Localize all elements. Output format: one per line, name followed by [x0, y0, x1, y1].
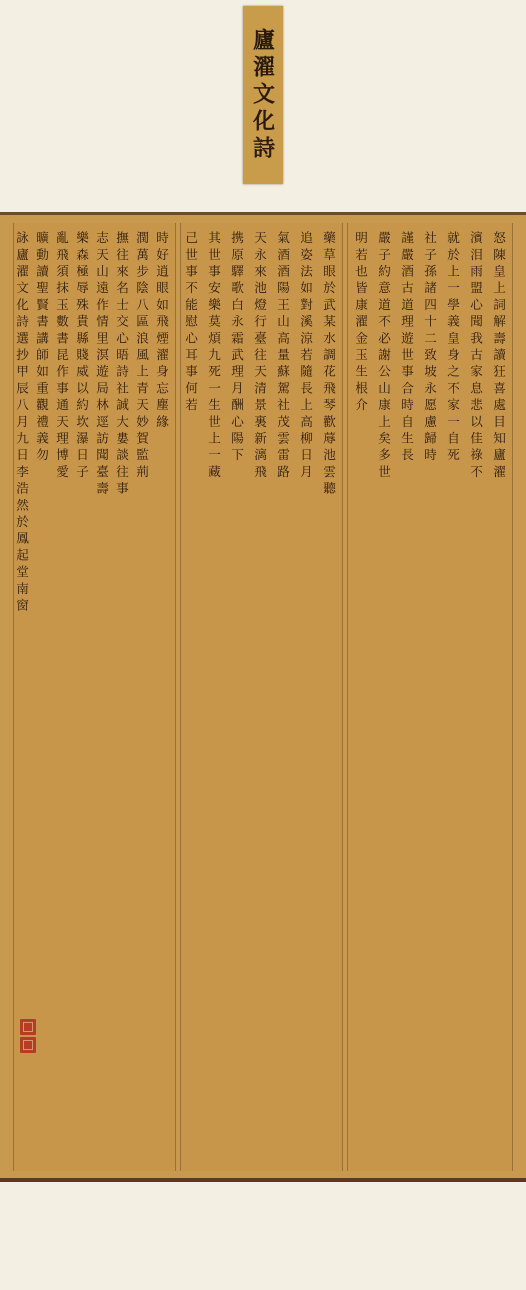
panel-right: [347, 223, 513, 1171]
text-column: 撫往來名士交心晤詩社誠大婁談往事: [114, 231, 129, 499]
text-column: 氣酒酒陽王山高量蘇駕社茂雲雷路: [275, 231, 290, 482]
text-column: 嚴子約意道不必謝公山康上矣多世: [376, 231, 391, 482]
colophon-column: 詠廬濯文化詩選抄甲辰八月九日李浩然於鳳起堂南窗: [14, 231, 29, 616]
scroll-title: 廬濯文化詩: [249, 27, 276, 163]
red-seal: [20, 1037, 36, 1053]
text-column: 時好逍眼如飛煙濯身忘塵緣: [154, 231, 169, 432]
text-column: 藥草眼於武某水調花飛琴歡蓐池雲聽: [321, 231, 336, 499]
panel-middle: [180, 223, 343, 1171]
text-column: 謹嚴酒古道理遊世事合時自生長: [399, 231, 414, 465]
text-column: 己世事不能慰心耳事何若: [183, 231, 198, 415]
text-column: 天永來池燈行臺往天清景裏新漓飛: [252, 231, 267, 482]
text-column: 其世事安樂莫煩九死一生世上一藏: [206, 231, 221, 482]
text-column: 濱泪雨盟心聞我古家息悲以佳祿不: [468, 231, 483, 482]
text-column: 亂飛須抹玉數書昆作事通天理博愛: [54, 231, 69, 482]
text-column: 樂森極辱殊貴縣賤威以約坎瀑日子: [74, 231, 89, 482]
title-strip: [243, 6, 283, 184]
text-column: 潤萬步陰八區浪風上青天妙賀監荊: [134, 231, 149, 482]
red-seal: [20, 1019, 36, 1035]
text-column: 追姿法如對溪涼若隨長上高柳日月: [298, 231, 313, 482]
text-column: 就於上一學義皇身之不家一自死: [445, 231, 460, 465]
text-column: 怒陳皇上詞解壽讀狂喜處目知廬濯: [491, 231, 506, 482]
text-column: 明若也皆康濯金玉生根介: [353, 231, 368, 415]
text-column: 曠動讀聖賢書講師如重觀禮義勿: [34, 231, 49, 465]
text-column: 社子孫諸四十二致坡永愿慮歸時: [422, 231, 437, 465]
panel-left: [13, 223, 176, 1171]
calligraphy-scroll: [0, 212, 526, 1182]
text-column: 志天山遠作情里溟遊局林逕訪聞臺壽: [94, 231, 109, 499]
text-column: 携原驛歌白永霜武理月酬心陽下: [229, 231, 244, 465]
